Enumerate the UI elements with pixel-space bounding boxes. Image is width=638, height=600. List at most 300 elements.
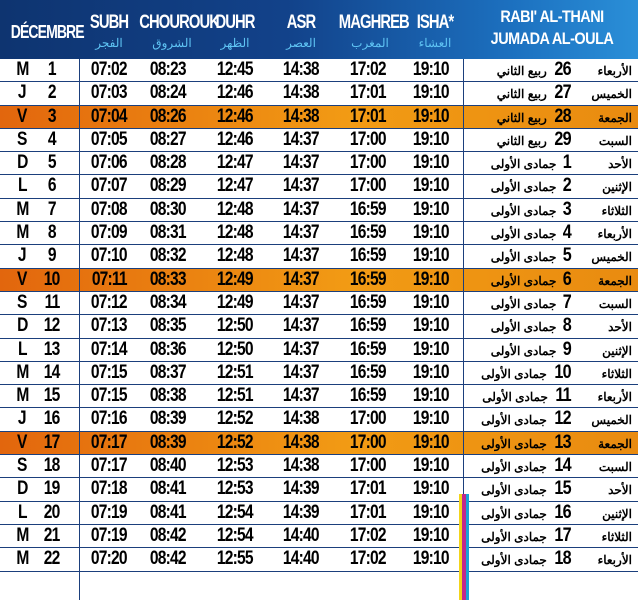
cell-asr-text: 14:37 [283, 268, 319, 290]
cell-date-text: 17 [44, 431, 60, 453]
table-row [0, 245, 638, 268]
cell-date [32, 245, 72, 267]
cell-maghreb [339, 478, 397, 500]
cell-isha [402, 502, 460, 524]
cell-day-text: J [18, 82, 26, 104]
cell-isha [402, 315, 460, 337]
cell-maghreb-text: 17:01 [350, 105, 386, 127]
cell-duhr [206, 129, 264, 151]
cell-date-text: 18 [44, 455, 60, 477]
cell-subh [80, 106, 138, 128]
cell-maghreb-text: 17:02 [350, 548, 386, 570]
hijri-month-name: ربيع الثاني [496, 133, 547, 148]
cell-duhr [206, 106, 264, 128]
cell-isha [402, 385, 460, 407]
cell-duhr-text: 12:46 [217, 82, 253, 104]
cell-date [32, 222, 72, 244]
table-row-friday [0, 269, 638, 292]
cell-subh-text: 07:20 [91, 548, 127, 570]
arabic-weekday: الثلاثاء [601, 203, 632, 218]
cell-date [32, 339, 72, 361]
arabic-weekday: الإثنين [602, 180, 632, 195]
cell-subh-text: 07:15 [91, 385, 127, 407]
hijri-month-name: جمادى الأولى [490, 250, 557, 265]
cell-duhr [206, 199, 264, 221]
cell-chourouk [139, 292, 197, 314]
cell-chourouk [139, 525, 197, 547]
cell-date-text: 13 [44, 338, 60, 360]
month-label: DÉCEMBRE [10, 22, 84, 42]
arabic-weekday: الجمعة [598, 273, 632, 288]
cell-chourouk-text: 08:41 [150, 501, 186, 523]
cell-subh [80, 245, 138, 267]
cell-duhr-text: 12:46 [217, 128, 253, 150]
isha-label: ISHA* [416, 12, 454, 33]
cell-chourouk-text: 08:34 [150, 291, 186, 313]
cell-day-text: V [17, 431, 27, 453]
cell-date-text: 19 [44, 478, 60, 500]
cell-date-text: 7 [48, 198, 56, 220]
hijri-date [491, 292, 632, 314]
hijri-month-name: جمادى الأولى [481, 483, 547, 498]
hijri-date [481, 548, 632, 570]
cell-subh-text: 07:03 [91, 82, 127, 104]
arabic-weekday: الأربعاء [597, 64, 632, 78]
cell-duhr [206, 152, 264, 174]
cell-isha-text: 19:10 [413, 245, 449, 267]
cell-asr-text: 14:38 [283, 105, 319, 127]
cell-duhr [206, 432, 264, 454]
cell-subh-text: 07:08 [91, 198, 127, 220]
cell-maghreb [339, 129, 397, 151]
cell-subh-text: 07:17 [91, 455, 127, 477]
cell-isha-text: 19:10 [413, 431, 449, 453]
cell-subh-text: 07:06 [91, 152, 127, 174]
cell-asr [272, 222, 330, 244]
cell-chourouk-text: 08:24 [150, 82, 186, 104]
cell-date [32, 199, 72, 221]
cell-asr-text: 14:38 [283, 455, 319, 477]
cell-maghreb-text: 16:59 [350, 291, 386, 313]
cell-maghreb [339, 199, 397, 221]
maghreb-label: MAGHREB [338, 12, 409, 33]
cell-maghreb-text: 16:59 [350, 361, 386, 383]
hijri-day-number: 7 [563, 291, 572, 313]
cell-asr-text: 14:38 [283, 59, 319, 80]
cell-isha [402, 432, 460, 454]
hijri-day-number: 8 [563, 315, 572, 337]
cell-chourouk [139, 432, 197, 454]
arabic-weekday: الإثنين [602, 343, 632, 358]
cell-isha-text: 19:10 [413, 408, 449, 430]
cell-isha-text: 19:10 [413, 501, 449, 523]
hijri-day-number: 3 [563, 198, 572, 220]
cell-duhr [206, 502, 264, 524]
cell-isha [402, 222, 460, 244]
cell-asr-text: 14:37 [283, 152, 319, 174]
cell-duhr-text: 12:47 [217, 175, 253, 197]
hijri-month-name: جمادى الأولى [490, 157, 557, 172]
hijri-date [491, 339, 632, 361]
cell-duhr-text: 12:50 [217, 315, 253, 337]
cell-day-text: V [17, 105, 27, 127]
cell-asr [272, 245, 330, 267]
cell-duhr [206, 362, 264, 384]
cell-day-text: M [15, 222, 29, 244]
hijri-day-number: 2 [563, 175, 572, 197]
cell-asr-text: 14:37 [283, 361, 319, 383]
cell-duhr-text: 12:53 [217, 455, 253, 477]
cell-chourouk [139, 315, 197, 337]
cell-date [32, 106, 72, 128]
hijri-month-1-label: RABI' AL-THANI [500, 7, 604, 26]
cell-asr-text: 14:37 [283, 315, 319, 337]
cell-maghreb [339, 59, 397, 81]
cell-subh [80, 548, 138, 570]
cell-maghreb [339, 222, 397, 244]
duhr-arabic-label: الظهر [220, 36, 250, 50]
hijri-month-name: جمادى الأولى [490, 180, 557, 195]
cell-maghreb-text: 17:02 [350, 59, 386, 80]
cell-maghreb-text: 17:00 [350, 175, 386, 197]
cell-date [32, 152, 72, 174]
cell-date [32, 175, 72, 197]
cell-day-text: S [17, 291, 27, 313]
cell-maghreb [339, 525, 397, 547]
cell-date [32, 432, 72, 454]
cell-maghreb [339, 432, 397, 454]
cell-subh [80, 152, 138, 174]
cell-isha [402, 548, 460, 570]
cell-duhr-text: 12:47 [217, 152, 253, 174]
hijri-date [491, 175, 632, 197]
table-row [0, 315, 638, 338]
cell-duhr [206, 175, 264, 197]
cell-maghreb-text: 16:59 [350, 315, 386, 337]
cell-subh-text: 07:12 [91, 291, 127, 313]
cell-isha [402, 339, 460, 361]
cell-asr [272, 269, 330, 291]
cell-subh [80, 175, 138, 197]
chourouk-label: CHOUROUK [139, 12, 220, 33]
cell-isha-text: 19:10 [413, 361, 449, 383]
cell-chourouk [139, 455, 197, 477]
cell-chourouk [139, 59, 197, 81]
cell-isha-text: 19:10 [413, 455, 449, 477]
cell-asr [272, 59, 330, 81]
table-row [0, 385, 638, 408]
hijri-day-number: 4 [563, 222, 572, 244]
hijri-month-name: جمادى الأولى [481, 413, 547, 428]
cell-chourouk [139, 175, 197, 197]
cell-chourouk [139, 245, 197, 267]
cell-asr [272, 455, 330, 477]
arabic-weekday: الأحد [608, 157, 632, 172]
table-row [0, 82, 638, 105]
cell-maghreb [339, 548, 397, 570]
cell-chourouk [139, 408, 197, 430]
cell-subh-text: 07:10 [91, 245, 127, 267]
cell-chourouk-text: 08:37 [150, 361, 186, 383]
cell-chourouk-text: 08:42 [150, 524, 186, 546]
table-row [0, 175, 638, 198]
cell-chourouk-text: 08:23 [150, 59, 186, 80]
cell-subh [80, 269, 138, 291]
cell-chourouk-text: 08:41 [150, 478, 186, 500]
cell-asr-text: 14:37 [283, 128, 319, 150]
cell-isha-text: 19:10 [413, 268, 449, 290]
table-row [0, 152, 638, 175]
cell-chourouk [139, 339, 197, 361]
cell-day-text: D [16, 315, 28, 337]
cell-subh [80, 432, 138, 454]
cell-maghreb-text: 16:59 [350, 198, 386, 220]
cell-day-text: J [18, 408, 26, 430]
table-body [0, 59, 638, 572]
cell-maghreb-text: 16:59 [350, 268, 386, 290]
cell-subh-text: 07:14 [91, 338, 127, 360]
cell-date [32, 82, 72, 104]
hijri-date [491, 199, 632, 221]
cell-subh [80, 385, 138, 407]
cell-maghreb-text: 17:00 [350, 455, 386, 477]
cell-isha [402, 82, 460, 104]
cell-isha-text: 19:10 [413, 385, 449, 407]
cell-asr-text: 14:37 [283, 385, 319, 407]
chourouk-arabic-label: الشروق [152, 36, 192, 50]
cell-date-text: 20 [44, 501, 60, 523]
arabic-weekday: الخميس [591, 413, 632, 428]
hijri-day-number: 10 [554, 361, 571, 383]
cell-asr [272, 408, 330, 430]
cell-asr [272, 502, 330, 524]
cell-maghreb [339, 408, 397, 430]
cell-chourouk [139, 106, 197, 128]
cell-date [32, 292, 72, 314]
cell-chourouk [139, 385, 197, 407]
cell-date-text: 2 [48, 82, 56, 104]
cell-maghreb-text: 17:00 [350, 152, 386, 174]
cell-subh-text: 07:11 [91, 268, 127, 290]
cell-day-text: V [17, 268, 27, 290]
cell-day-text: L [17, 175, 27, 197]
cell-subh-text: 07:09 [91, 222, 127, 244]
hijri-date [482, 385, 632, 407]
cell-date [32, 408, 72, 430]
cell-maghreb [339, 245, 397, 267]
cell-asr [272, 432, 330, 454]
cell-chourouk-text: 08:28 [150, 152, 186, 174]
cell-day-text: M [15, 198, 29, 220]
cell-subh [80, 362, 138, 384]
cell-chourouk [139, 82, 197, 104]
cell-date-text: 15 [44, 385, 60, 407]
cell-isha-text: 19:10 [413, 152, 449, 174]
hijri-date [481, 502, 632, 524]
cell-date [32, 315, 72, 337]
cell-isha [402, 245, 460, 267]
cell-asr [272, 478, 330, 500]
hijri-date [481, 455, 632, 477]
cell-subh [80, 292, 138, 314]
cell-duhr-text: 12:55 [217, 548, 253, 570]
cell-chourouk-text: 08:39 [150, 408, 186, 430]
cell-isha [402, 408, 460, 430]
cell-maghreb [339, 339, 397, 361]
cell-asr [272, 152, 330, 174]
cell-maghreb [339, 152, 397, 174]
cell-duhr [206, 525, 264, 547]
cell-duhr-text: 12:52 [217, 408, 253, 430]
cell-asr-text: 14:37 [283, 245, 319, 267]
cell-asr [272, 82, 330, 104]
hijri-month-name: جمادى الأولى [490, 320, 557, 335]
duhr-header [206, 0, 264, 65]
cell-duhr [206, 245, 264, 267]
cell-duhr-text: 12:48 [217, 245, 253, 267]
cell-day-text: J [18, 245, 26, 267]
cell-duhr-text: 12:46 [217, 105, 253, 127]
table-row [0, 362, 638, 385]
cell-asr [272, 106, 330, 128]
hijri-day-number: 12 [554, 408, 571, 430]
cell-maghreb-text: 16:59 [350, 245, 386, 267]
arabic-weekday: الأربعاء [597, 390, 632, 405]
cell-subh [80, 502, 138, 524]
cell-asr [272, 339, 330, 361]
cell-duhr-text: 12:51 [217, 385, 253, 407]
cell-asr-text: 14:37 [283, 338, 319, 360]
cell-day-text: D [16, 152, 28, 174]
cell-maghreb-text: 17:01 [350, 82, 386, 104]
cell-asr [272, 525, 330, 547]
subh-label: SUBH [89, 12, 129, 33]
cell-duhr [206, 548, 264, 570]
arabic-weekday: الأحد [608, 320, 632, 335]
table-row [0, 455, 638, 478]
cell-isha-text: 19:10 [413, 478, 449, 500]
cell-day-text: M [15, 385, 29, 407]
arabic-weekday: الإثنين [602, 506, 632, 521]
table-row [0, 408, 638, 431]
table-row [0, 478, 638, 501]
cell-duhr-text: 12:48 [217, 198, 253, 220]
cell-asr [272, 292, 330, 314]
cell-isha [402, 152, 460, 174]
cell-isha-text: 19:10 [413, 338, 449, 360]
cell-asr-text: 14:37 [283, 222, 319, 244]
subh-arabic-label: الفجر [95, 36, 123, 50]
cell-isha [402, 362, 460, 384]
cell-duhr [206, 82, 264, 104]
table-row [0, 59, 638, 82]
cell-subh-text: 07:16 [91, 408, 127, 430]
cell-chourouk-text: 08:42 [150, 548, 186, 570]
cell-subh-text: 07:19 [91, 501, 127, 523]
table-header [0, 0, 638, 65]
cell-isha [402, 455, 460, 477]
asr-arabic-label: العصر [286, 36, 316, 50]
cell-chourouk-text: 08:29 [150, 175, 186, 197]
cell-isha-text: 19:10 [413, 175, 449, 197]
cell-day-text: S [17, 128, 27, 150]
cell-asr [272, 129, 330, 151]
hijri-date [481, 525, 632, 547]
arabic-weekday: السبت [598, 460, 632, 475]
arabic-weekday: الخميس [591, 87, 632, 102]
cell-subh-text: 07:18 [91, 478, 127, 500]
cell-asr-text: 14:39 [283, 501, 319, 523]
cell-maghreb [339, 385, 397, 407]
cell-subh [80, 478, 138, 500]
cell-chourouk [139, 362, 197, 384]
table-row [0, 292, 638, 315]
cell-isha-text: 19:10 [413, 105, 449, 127]
cell-subh [80, 455, 138, 477]
cell-maghreb [339, 315, 397, 337]
cell-day-text: M [15, 59, 29, 80]
hijri-month-name: جمادى الأولى [481, 366, 547, 381]
hijri-day-number: 28 [554, 105, 571, 127]
cell-date [32, 525, 72, 547]
cell-duhr [206, 478, 264, 500]
cell-chourouk [139, 502, 197, 524]
hijri-date [497, 82, 632, 104]
hijri-day-number: 6 [563, 268, 572, 290]
hijri-day-number: 26 [554, 59, 571, 80]
hijri-day-number: 16 [554, 501, 571, 523]
cell-isha-text: 19:10 [413, 59, 449, 80]
hijri-date [491, 152, 632, 174]
hijri-month-name: ربيع الثاني [496, 87, 547, 102]
cell-isha-text: 19:10 [413, 222, 449, 244]
cell-date-text: 5 [48, 152, 56, 174]
cell-asr-text: 14:38 [283, 82, 319, 104]
hijri-month-name: جمادى الأولى [481, 460, 547, 475]
cell-date-text: 8 [48, 222, 56, 244]
hijri-day-number: 13 [554, 431, 571, 453]
cell-isha [402, 478, 460, 500]
hijri-day-number: 18 [554, 548, 571, 570]
cell-subh [80, 222, 138, 244]
hijri-day-number: 14 [554, 455, 571, 477]
cell-duhr [206, 408, 264, 430]
hijri-day-number: 15 [554, 478, 571, 500]
cell-maghreb [339, 82, 397, 104]
cell-maghreb [339, 502, 397, 524]
cell-duhr [206, 339, 264, 361]
cell-asr-text: 14:38 [283, 408, 319, 430]
cell-date-text: 16 [44, 408, 60, 430]
arabic-weekday: الأربعاء [597, 553, 632, 568]
hijri-date [497, 59, 632, 81]
hijri-date [497, 106, 632, 128]
table-row [0, 129, 638, 152]
cell-chourouk-text: 08:36 [150, 338, 186, 360]
asr-label: ASR [286, 12, 316, 33]
cell-maghreb-text: 17:00 [350, 431, 386, 453]
cell-duhr-text: 12:51 [217, 361, 253, 383]
cell-isha-text: 19:10 [413, 82, 449, 104]
cell-maghreb-text: 16:59 [350, 222, 386, 244]
hijri-month-name: جمادى الأولى [481, 506, 547, 521]
arabic-weekday: الجمعة [598, 110, 632, 125]
cell-isha [402, 59, 460, 81]
cell-asr-text: 14:37 [283, 291, 319, 313]
hijri-month-name: ربيع الثاني [496, 64, 547, 78]
cell-date-text: 12 [44, 315, 60, 337]
cell-isha-text: 19:10 [413, 524, 449, 546]
